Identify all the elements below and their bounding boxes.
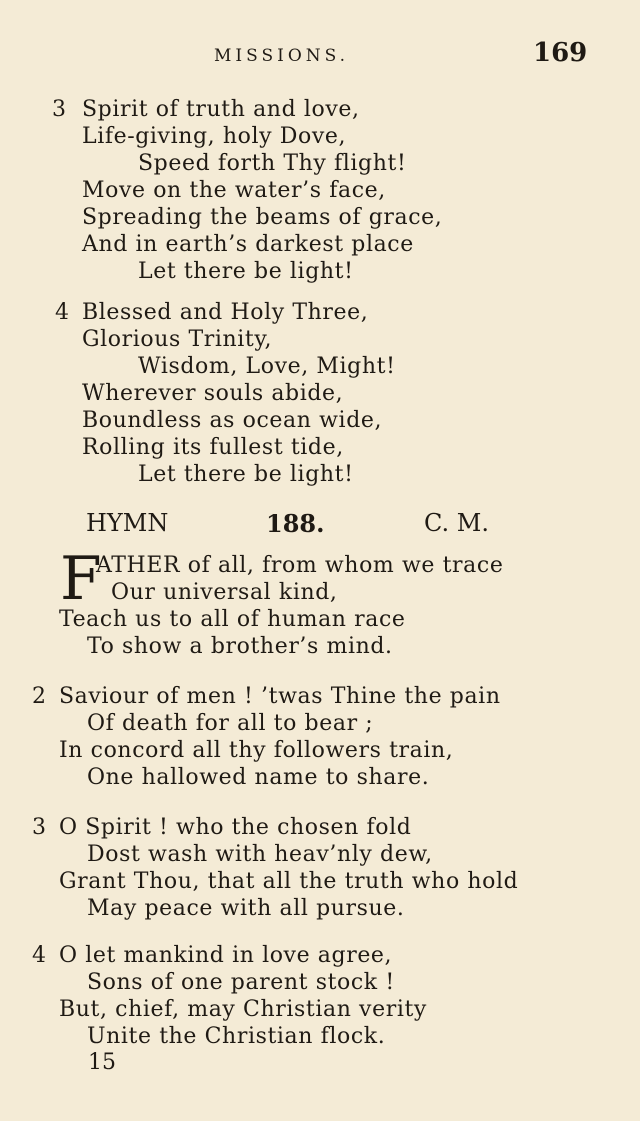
verse-line: Boundless as ocean wide, — [82, 408, 383, 433]
verse-line: Of death for all to bear ; — [87, 711, 374, 736]
verse-line: Unite the Christian flock. — [87, 1024, 386, 1049]
verse-line: To show a brother’s mind. — [87, 634, 393, 659]
verse-line: ATHER of all, from whom we trace — [96, 553, 504, 578]
verse-line: O let mankind in love agree, — [59, 943, 393, 968]
verse-number: 2 — [32, 684, 46, 709]
verse-line: Wisdom, Love, Might! — [138, 354, 396, 379]
verse-line: And in earth’s darkest place — [82, 232, 414, 257]
verse-line: One hallowed name to share. — [87, 765, 430, 790]
verse-line: But, chief, may Christian verity — [59, 997, 427, 1022]
hymn-label: HYMN — [86, 509, 169, 537]
verse-line: Spirit of truth and love, — [82, 97, 360, 122]
verse-line: Teach us to all of human race — [59, 607, 406, 632]
verse-line: Glorious Trinity, — [82, 327, 273, 352]
verse-line: May peace with all pursue. — [87, 896, 405, 921]
hymn-meter: C. M. — [424, 509, 489, 537]
verse-line: Dost wash with heav’nly dew, — [87, 842, 433, 867]
verse-line: Spreading the beams of grace, — [82, 205, 443, 230]
verse-line: Speed forth Thy flight! — [138, 151, 407, 176]
verse-line: Let there be light! — [138, 259, 354, 284]
verse-line: O Spirit ! who the chosen fold — [59, 815, 412, 840]
running-header: MISSIONS. — [214, 46, 350, 66]
verse-number: 3 — [52, 97, 66, 122]
verse-line: Wherever souls abide, — [82, 381, 344, 406]
verse-line: Rolling its fullest tide, — [82, 435, 344, 460]
verse-line: Our universal kind, — [111, 580, 338, 605]
verse-number: 3 — [32, 815, 46, 840]
verse-line: Sons of one parent stock ! — [87, 970, 395, 995]
verse-line: Life-giving, holy Dove, — [82, 124, 347, 149]
page-number: 169 — [533, 38, 588, 68]
verse-line: Grant Thou, that all the truth who hold — [59, 869, 519, 894]
verse-number: 4 — [55, 300, 69, 325]
signature-mark: 15 — [88, 1050, 116, 1075]
hymn-number: 188. — [266, 509, 325, 538]
verse-line: Saviour of men ! ’twas Thine the pain — [59, 684, 501, 709]
verse-number: 4 — [32, 943, 46, 968]
verse-line: Blessed and Holy Three, — [82, 300, 369, 325]
verse-line: Move on the water’s face, — [82, 178, 386, 203]
drop-cap: F — [60, 544, 102, 614]
verse-line: In concord all thy followers train, — [59, 738, 454, 763]
verse-line: Let there be light! — [138, 462, 354, 487]
